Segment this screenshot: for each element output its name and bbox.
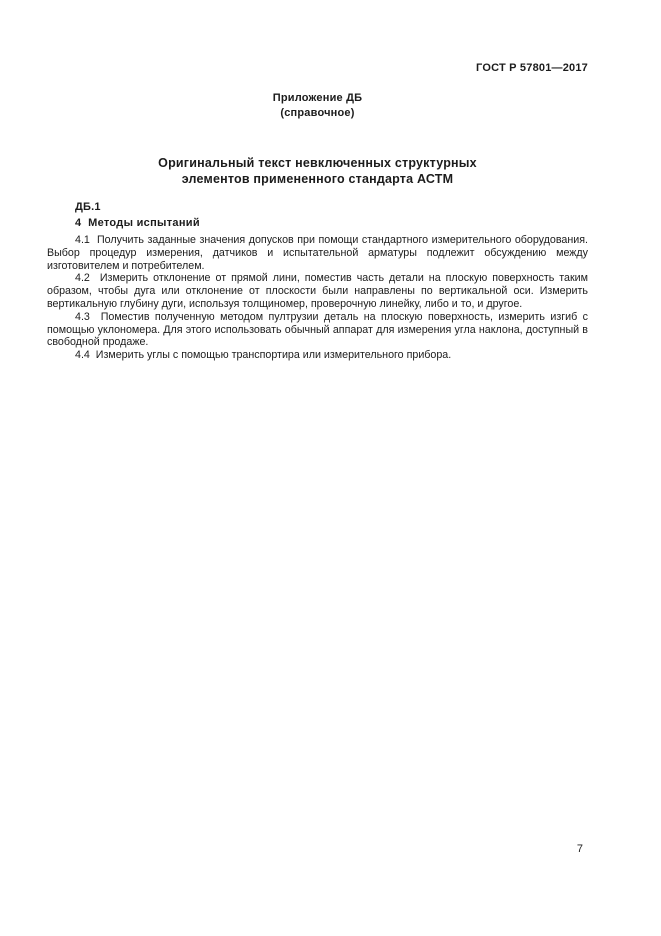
- body-text: [47, 234, 588, 362]
- page-title-line-2: элементов примененного стандарта АСТМ: [181, 171, 454, 186]
- paragraph-4-1: 4.1 Получить заданные значения допусков при помощи стандартного измерительного оборудования. Выбор процедур измерения, датчиков и испытательной арматуры подлежит обсуждению между изготовителем и потребителем.: [47, 234, 588, 272]
- section-label: ДБ.1: [75, 201, 101, 213]
- paragraph-4-3: 4.3 Поместив полученную методом пултрузии деталь на плоскую поверхность, измерить изгиб с помощью уклономера. Для этого использовать обычный аппарат для измерения угла наклона, доступный в свободной продаже.: [47, 310, 588, 349]
- annex-name: Приложение ДБ: [272, 92, 363, 104]
- page-title: [47, 156, 588, 187]
- paragraph-4-4: 4.4 Измерить углы с помощью транспортира или измерительного прибора.: [75, 349, 452, 362]
- page-title-line-1: Оригинальный текст невключенных структурных: [158, 156, 477, 170]
- paragraph-4-2: 4.2 Измерить отклонение от прямой лини, поместив часть детали на плоскую поверхность таким образом, чтобы дуга или отклонение от плоскости были направлены по вертикальной оси. Измерить вертикальную глубину дуги, используя толщиномер, проверочную линейку, либо и то, и другое.: [47, 272, 588, 310]
- annex-kind: (справочное): [280, 107, 355, 119]
- page-number: 7: [576, 843, 583, 855]
- annex-block: [47, 91, 588, 121]
- section-heading: 4 Методы испытаний: [75, 217, 200, 229]
- running-header-standard-number: ГОСТ Р 57801—2017: [476, 62, 588, 74]
